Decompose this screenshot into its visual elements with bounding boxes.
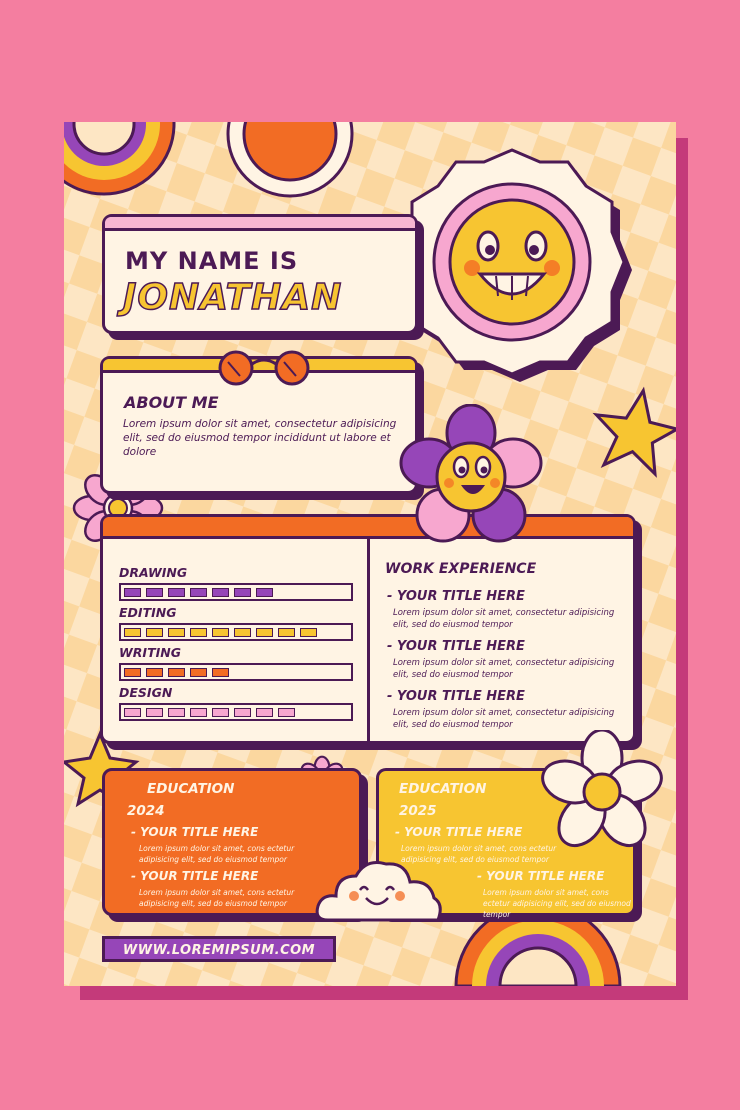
education-year: 2025: [399, 803, 437, 819]
daisy-icon: [540, 730, 664, 854]
education-year: 2024: [127, 803, 165, 819]
name-box: [102, 214, 418, 334]
education-item-title: - YOUR TITLE HERE: [395, 825, 523, 839]
name-box-strip: [105, 217, 415, 231]
about-text: Lorem ipsum dolor sit amet, consectetur adipisicing elit, sed do eiusmod tempor incididunt ut labore et dolore: [123, 418, 397, 458]
work-experience-title: WORK EXPERIENCE: [385, 561, 537, 577]
skill-level-segment: [212, 708, 229, 717]
skill-level-segment: [124, 668, 141, 677]
skill-level-segment: [124, 588, 141, 597]
skill-level-segment: [146, 668, 163, 677]
skill-level-segment: [278, 708, 295, 717]
skill-level-segment: [256, 628, 273, 637]
smiling-flower-icon: [398, 404, 544, 550]
skill-bar-writing: [119, 663, 353, 681]
cloud-icon: [314, 854, 444, 926]
education-item-title: - YOUR TITLE HERE: [131, 869, 259, 883]
education-item-desc: Lorem ipsum dolor sit amet, cons ectetur adipisicing elit, sed do eiusmod tempor: [401, 844, 557, 864]
website-url-box: [102, 936, 336, 962]
education-item-desc: Lorem ipsum dolor sit amet, cons ectetur adipisicing elit, sed do eiusmod tempor: [139, 844, 295, 864]
job-title: - YOUR TITLE HERE: [387, 639, 525, 654]
skill-level-segment: [234, 708, 251, 717]
skill-level-segment: [146, 588, 163, 597]
skills-work-box: [100, 514, 636, 744]
skill-level-segment: [190, 588, 207, 597]
skill-level-segment: [234, 628, 251, 637]
education-item-title: - YOUR TITLE HERE: [131, 825, 259, 839]
about-title: ABOUT ME: [124, 393, 219, 412]
education-heading: EDUCATION: [147, 781, 235, 797]
skill-level-segment: [168, 588, 185, 597]
main-box-strip: [103, 517, 633, 539]
column-divider: [367, 539, 370, 744]
skill-bar-drawing: [119, 583, 353, 601]
education-item-title: - YOUR TITLE HERE: [477, 869, 605, 883]
job-desc: Lorem ipsum dolor sit amet, consectetur adipisicing elit, sed do eiusmod tempor: [393, 708, 615, 730]
education-item-desc: Lorem ipsum dolor sit amet, cons ectetur adipisicing elit, sed do eiusmod tempor: [483, 888, 631, 919]
skill-level-segment: [190, 668, 207, 677]
skill-label-writing: WRITING: [119, 645, 181, 660]
skill-level-segment: [212, 588, 229, 597]
job-desc: Lorem ipsum dolor sit amet, consectetur adipisicing elit, sed do eiusmod tempor: [393, 658, 615, 680]
skill-bar-editing: [119, 623, 353, 641]
education-item-desc: Lorem ipsum dolor sit amet, cons ectetur adipisicing elit, sed do eiusmod tempor: [139, 888, 295, 908]
skill-level-segment: [234, 588, 251, 597]
job-desc: Lorem ipsum dolor sit amet, consectetur adipisicing elit, sed do eiusmod tempor: [393, 608, 615, 630]
skill-level-segment: [300, 628, 317, 637]
education-heading: EDUCATION: [399, 781, 487, 797]
skill-level-segment: [124, 628, 141, 637]
skill-level-segment: [190, 708, 207, 717]
skill-label-drawing: DRAWING: [119, 565, 188, 580]
skill-level-segment: [124, 708, 141, 717]
skill-level-segment: [168, 708, 185, 717]
name-title: JONATHAN: [123, 277, 343, 318]
name-intro: MY NAME IS: [125, 247, 299, 275]
skill-level-segment: [168, 628, 185, 637]
skill-bar-design: [119, 703, 353, 721]
skill-level-segment: [212, 668, 229, 677]
skill-level-segment: [168, 668, 185, 677]
job-title: - YOUR TITLE HERE: [387, 589, 525, 604]
skill-level-segment: [278, 628, 295, 637]
skill-level-segment: [146, 708, 163, 717]
website-url[interactable]: WWW.LOREMIPSUM.COM: [122, 943, 316, 958]
skill-level-segment: [190, 628, 207, 637]
job-title: - YOUR TITLE HERE: [387, 689, 525, 704]
skill-label-design: DESIGN: [119, 685, 173, 700]
skill-level-segment: [212, 628, 229, 637]
sunglasses-icon: [214, 344, 314, 386]
skill-level-segment: [146, 628, 163, 637]
skill-level-segment: [256, 708, 273, 717]
skill-level-segment: [256, 588, 273, 597]
skill-label-editing: EDITING: [119, 605, 177, 620]
resume-page: [64, 122, 676, 986]
